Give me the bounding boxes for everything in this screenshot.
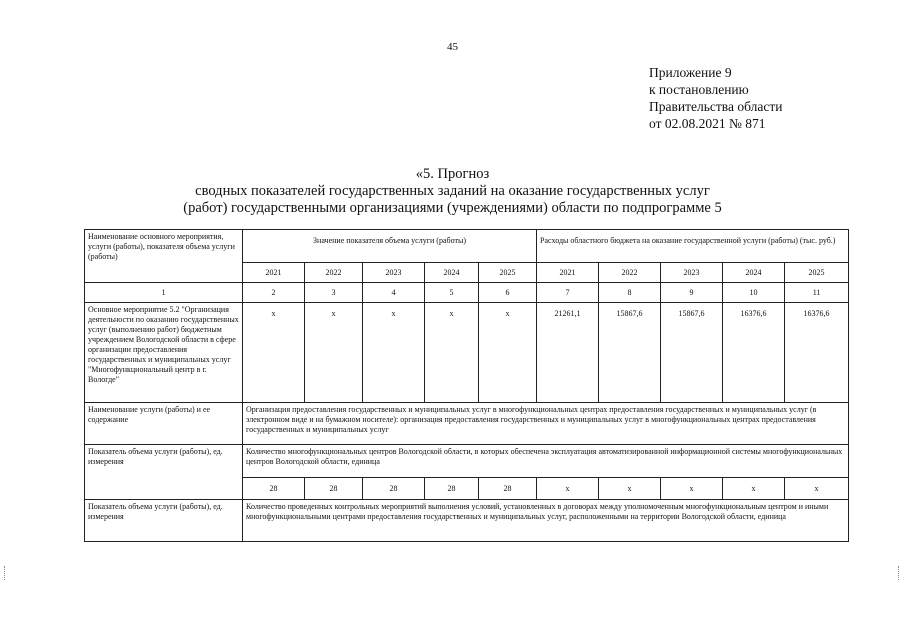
value-cell: х [363, 303, 425, 403]
colnum-cell: 7 [537, 283, 599, 303]
year-cell: 2021 [243, 263, 305, 283]
colnum-cell: 4 [363, 283, 425, 303]
colnum-cell: 1 [85, 283, 243, 303]
year-cell: 2024 [425, 263, 479, 283]
main-event-name-cell: Основное мероприятие 5.2 "Организация деятельности по оказанию государственных услуг (выполнению работ) бюджетным учреждением Вологодской области в сфере организации предоставления государственных и муниципальных услуг "Многофункциональный центр в г. Вологде" [85, 303, 243, 403]
table-row-indicator-1 [85, 445, 849, 478]
value-cell: х [243, 303, 305, 403]
colnum-cell: 10 [723, 283, 785, 303]
indicator-value-cell: 28 [363, 478, 425, 500]
expense-cell: 21261,1 [537, 303, 599, 403]
indicator-value-cell: х [723, 478, 785, 500]
service-name-cell: Наименование услуги (работы) и ее содержание [85, 403, 243, 445]
appendix-line: от 02.08.2021 № 871 [649, 116, 766, 131]
document-title [0, 166, 905, 217]
indicator-value-cell: х [785, 478, 849, 500]
expense-cell: 16376,6 [785, 303, 849, 403]
expense-cell: 15867,6 [661, 303, 723, 403]
appendix-line: Приложение 9 [649, 65, 732, 80]
title-line: сводных показателей государственных заданий на оказание государственных услуг [195, 183, 710, 199]
scan-edge-mark [898, 566, 901, 580]
colnum-cell: 9 [661, 283, 723, 303]
indicator-description-cell: Количество проведенных контрольных мероприятий выполнения условий, установленных в договорах между уполномоченным многофункциональным центром и иными многофункциональными центрами предоставления государственных и муниципальных услуг, расположенными на территории Вологодской области, единица [243, 500, 849, 542]
indicator-name-cell: Показатель объема услуги (работы), ед. измерения [85, 500, 243, 542]
year-cell: 2023 [661, 263, 723, 283]
service-description-cell: Организация предоставления государственных и муниципальных услуг в многофункциональных центрах предоставления государственных и муниципальных услуг (в электронном виде и на бумажном носителе): организация предоставления государственных и муниципальных услуг в многофункциональных центрах предоставления государственных и муниципальных услуг [243, 403, 849, 445]
indicator-value-cell: 28 [425, 478, 479, 500]
indicator-value-cell: 28 [243, 478, 305, 500]
year-cell: 2022 [599, 263, 661, 283]
indicator-description-cell: Количество многофункциональных центров Вологодской области, в которых обеспечена эксплуатация автоматизированной информационной системы многофункциональных центров Вологодской области, единица [243, 445, 849, 478]
year-cell: 2024 [723, 263, 785, 283]
expense-cell: 16376,6 [723, 303, 785, 403]
title-line: (работ) государственными организациями (учреждениями) области по подпрограмме 5 [183, 200, 722, 216]
year-cell: 2023 [363, 263, 425, 283]
header-volume-cell: Значение показателя объема услуги (работы) [243, 230, 537, 263]
table-row-main-event [85, 303, 849, 403]
colnum-cell: 5 [425, 283, 479, 303]
indicator-value-cell: х [537, 478, 599, 500]
value-cell: х [305, 303, 363, 403]
table-row-indicator-2 [85, 500, 849, 542]
header-expenses-cell: Расходы областного бюджета на оказание государственной услуги (работы) (тыс. руб.) [537, 230, 849, 263]
indicator-value-cell: х [599, 478, 661, 500]
table-colnum-row [85, 283, 849, 303]
value-cell: х [425, 303, 479, 403]
scan-edge-mark [4, 566, 7, 580]
colnum-cell: 2 [243, 283, 305, 303]
indicator-value-cell: х [661, 478, 723, 500]
title-line: «5. Прогноз [415, 166, 490, 182]
forecast-table [84, 229, 849, 542]
indicator-value-cell: 28 [305, 478, 363, 500]
appendix-block [649, 64, 782, 132]
year-cell: 2022 [305, 263, 363, 283]
indicator-name-cell: Показатель объема услуги (работы), ед. измерения [85, 445, 243, 500]
colnum-cell: 6 [479, 283, 537, 303]
year-cell: 2021 [537, 263, 599, 283]
colnum-cell: 3 [305, 283, 363, 303]
indicator-value-cell: 28 [479, 478, 537, 500]
header-name-cell: Наименование основного мероприятия, услуги (работы), показателя объема услуги (работы) [85, 230, 243, 283]
year-cell: 2025 [785, 263, 849, 283]
table-header-row [85, 230, 849, 263]
table-row-service [85, 403, 849, 445]
expense-cell: 15867,6 [599, 303, 661, 403]
colnum-cell: 8 [599, 283, 661, 303]
value-cell: х [479, 303, 537, 403]
page-number: 45 [447, 41, 458, 53]
colnum-cell: 11 [785, 283, 849, 303]
year-cell: 2025 [479, 263, 537, 283]
appendix-line: к постановлению [649, 82, 749, 97]
appendix-line: Правительства области [649, 99, 783, 114]
